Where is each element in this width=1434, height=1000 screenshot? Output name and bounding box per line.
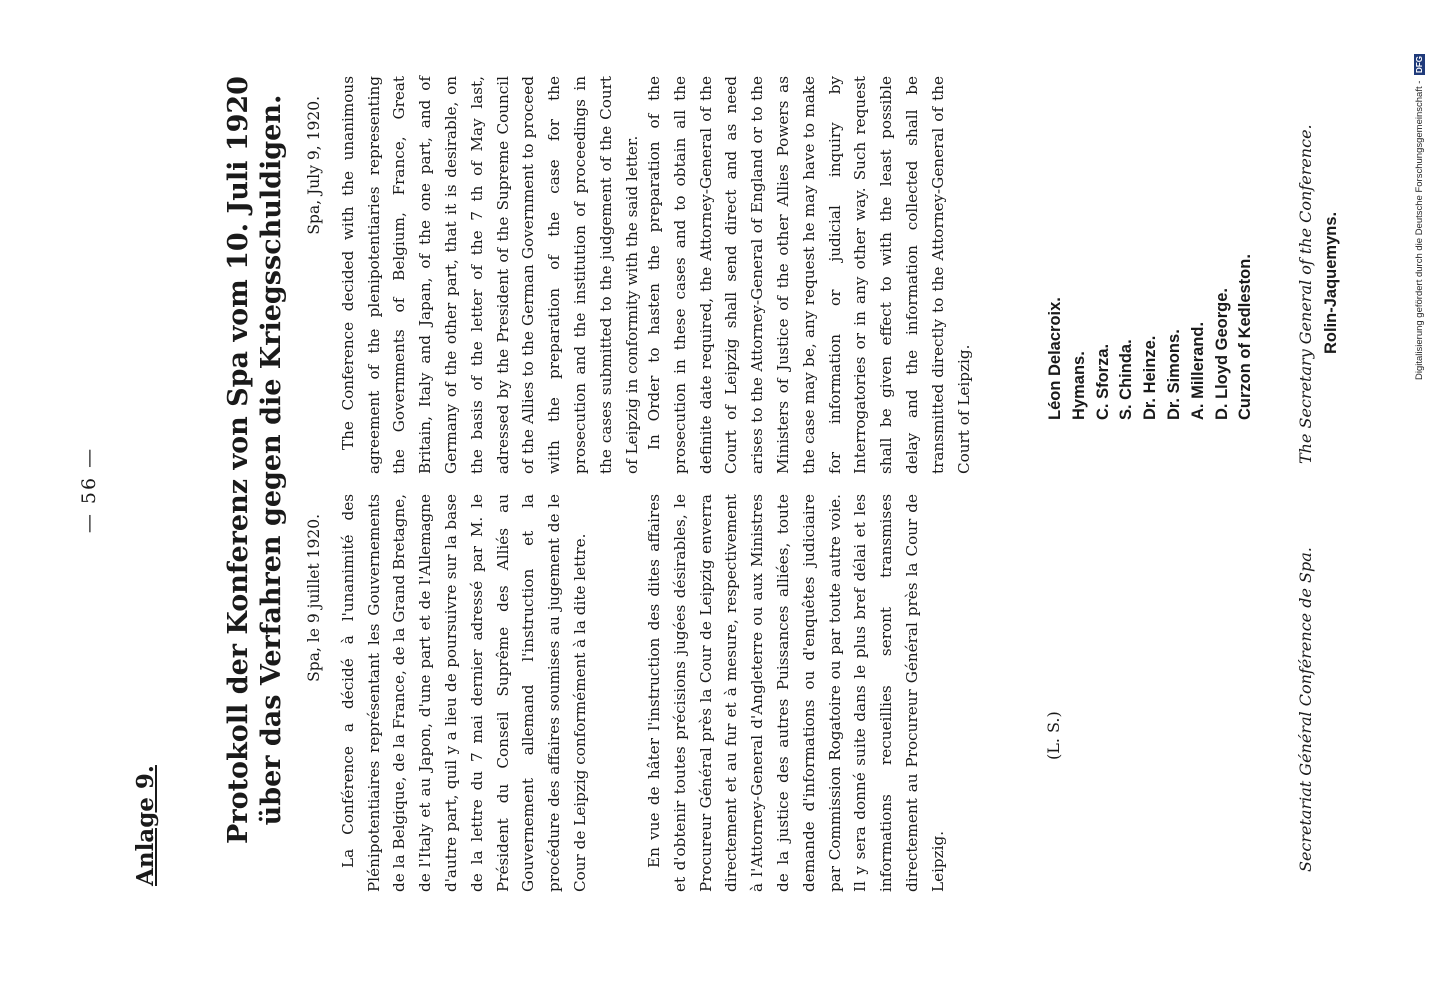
english-paragraph-2: In Order to hasten the preparation of the prosecution in these cases and to obtain all the definite date required, the Attorney-General of the Court of Leipzig shall send direct and as need arises to the Attorney-General of England or to the Ministers of Justice of the other Allies Powers as the case may be, any request he may have to make for information or judicial inquiry by Interrogatories or in any other way. Such request shall be given effect to with the least possible delay and the information collected shall be transmitted directly to the Attorney-General of the Court of Leipzig. [645, 76, 973, 474]
dfg-logo-icon: DFG [1415, 56, 1424, 73]
english-paragraph-1: The Conference decided with the unanimous agreement of the plenipotentiaries representing the Governments of Belgium, France, Great Britain, Italy and Japan, of the one part, and of Germany of the other part, that it is desirable, on the basis of the letter of the 7 th of May last, adressed by the President of the Supreme Council of the Allies to the German Government to proceed with the preparation of the case for the prosecution and the institution of proceedings in the cases submitted to the judgement of the Court of Leipzig in conformity with the said letter. [338, 76, 641, 474]
signatory: Léon Delacroix. [1046, 297, 1064, 420]
signatory: Dr. Simons. [1164, 329, 1183, 420]
english-column-part-2 [642, 76, 977, 474]
signatory: C. Sforza. [1093, 343, 1112, 420]
secretary-name: Rolin-Jaquemyns. [1322, 211, 1340, 354]
english-column-part-1 [302, 76, 645, 474]
seal-mark: (L. S.) [1044, 711, 1063, 760]
signatory: Curzon of Kedleston. [1236, 254, 1255, 420]
signatory: A. Millerand. [1188, 321, 1207, 420]
signatory: D. Lloyd George. [1212, 287, 1231, 420]
digitization-footer [1414, 54, 1425, 380]
page-number: — 56 — [78, 446, 100, 534]
signature-list [1044, 40, 1258, 420]
document-title [222, 70, 288, 850]
secretary-english: The Secretary General of the Conference. [1296, 124, 1315, 464]
english-date: Spa, July 9, 1920. [305, 96, 323, 235]
french-column-part-2 [642, 494, 952, 892]
signatory: S. Chinda. [1117, 339, 1136, 420]
french-date: Spa, le 9 juillet 1920. [305, 514, 323, 682]
signatory: Hymans. [1069, 351, 1088, 420]
footer-text: Digitalisierung gefördert durch die Deutsche Forschungsgemeinschaft - [1414, 80, 1426, 380]
french-paragraph-2: En vue de hâter l'instruction des dites affaires et d'obtenir toutes précisions jugées désirables, le Procureur Général près la Cour de Leipzig enverra directement et au fur et à mesure, respectivement à l'Attorney-General d'Angleterre ou aux Ministres de la justice des autres Puissances alliées, toute demande d'informations ou d'enquêtes judiciaire par Commission Rogatoire ou par toute autre voie. Il y sera donné suite dans le plus bref délai et les informations recueillies seront transmises directement au Procureur Général près la Cour de Leipzig. [645, 494, 947, 892]
title-line-2: über das Verfahren gegen die Kriegsschuldigen. [256, 94, 287, 826]
secretary-french: Secretariat Général Conférence de Spa. [1296, 547, 1315, 872]
signatory: Dr. Heinze. [1141, 335, 1160, 420]
annex-label: Anlage 9. [132, 765, 159, 886]
title-line-1: Protokoll der Konferenz von Spa vom 10. Juli 1920 [223, 76, 254, 844]
french-paragraph-1: La Conférence a décidé à l'unanimité des Plénipotentiaires représentant les Gouvernements de la Belgique, de la France, de la Grand Bretagne, de l'Italy et au Japon, d'une part et de l'Allemagne d'autre part, quil y a lieu de poursuivre sur la base de la lettre du 7 mai dernier adressé par M. le Président du Conseil Suprême des Alliés au Gouvernement allemand l'instruction et la procédure des affaires soumises au jugement de le Cour de Leipzig conformément à la dite lettre. [338, 494, 589, 892]
french-column-part-1 [302, 494, 594, 892]
